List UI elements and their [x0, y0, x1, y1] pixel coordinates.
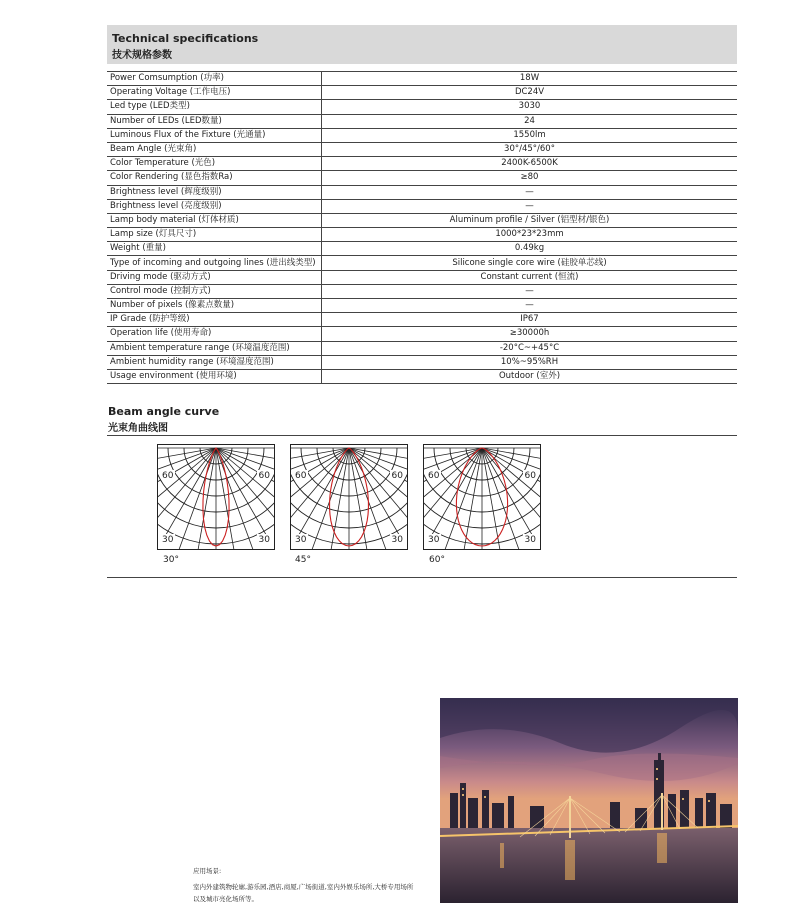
angle-label: 60: [524, 471, 536, 481]
spec-value: 24: [322, 114, 738, 128]
angle-label: 60: [162, 471, 174, 481]
spec-value: 1000*23*23mm: [322, 228, 738, 242]
spec-row: [107, 128, 737, 142]
beam-section-divider-top: [107, 435, 737, 436]
spec-label: Brightness level (亮度级别): [107, 199, 322, 213]
application-description: [193, 881, 433, 905]
spec-title-en: Technical specifications: [112, 32, 259, 45]
angle-label: 30: [295, 535, 307, 545]
spec-label: Type of incoming and outgoing lines (进出线类型): [107, 256, 322, 270]
angle-label: 60: [391, 471, 403, 481]
spec-row: [107, 341, 737, 355]
spec-label: Power Comsumption (功率): [107, 72, 322, 86]
spec-value: —: [322, 185, 738, 199]
spec-value: ≥30000h: [322, 327, 738, 341]
beam-caption-30: 30°: [163, 555, 179, 565]
spec-label: Operating Voltage (工作电压): [107, 86, 322, 100]
spec-value: 2400K-6500K: [322, 157, 738, 171]
spec-row: [107, 185, 737, 199]
beam-title-cn: 光束角曲线图: [108, 423, 168, 434]
spec-value: DC24V: [322, 86, 738, 100]
spec-value: 1550lm: [322, 128, 738, 142]
beam-title-en: Beam angle curve: [108, 405, 220, 418]
application-heading: 应用场景:: [193, 867, 222, 875]
angle-label: 60: [428, 471, 440, 481]
spec-label: Number of pixels (像素点数量): [107, 299, 322, 313]
application-line-2: 以及城市亮化场所等。: [193, 895, 258, 903]
spec-label: IP Grade (防护等级): [107, 313, 322, 327]
angle-label: 30: [391, 535, 403, 545]
spec-table: [107, 71, 737, 384]
angle-label: 60: [258, 471, 270, 481]
spec-value: —: [322, 284, 738, 298]
beam-diagram-45: [290, 444, 408, 550]
spec-label: Color Rendering (显色指数Ra): [107, 171, 322, 185]
spec-value: —: [322, 299, 738, 313]
spec-value: Aluminum profile / Silver (铝型材/银色): [322, 213, 738, 227]
spec-label: Usage environment (使用环境): [107, 369, 322, 383]
spec-row: [107, 284, 737, 298]
spec-label: Lamp size (灯具尺寸): [107, 228, 322, 242]
spec-title-cn: 技术规格参数: [112, 50, 172, 61]
spec-label: Beam Angle (光束角): [107, 142, 322, 156]
spec-label: Control mode (控制方式): [107, 284, 322, 298]
spec-header-bar: [107, 25, 737, 64]
spec-value: Outdoor (室外): [322, 369, 738, 383]
spec-row: [107, 72, 737, 86]
spec-row: [107, 86, 737, 100]
spec-value: 10%~95%RH: [322, 355, 738, 369]
angle-label: 30: [258, 535, 270, 545]
spec-value: 0.49kg: [322, 242, 738, 256]
spec-row: [107, 355, 737, 369]
spec-label: Number of LEDs (LED数量): [107, 114, 322, 128]
angle-label: 30: [524, 535, 536, 545]
spec-row: [107, 270, 737, 284]
spec-label: Lamp body material (灯体材质): [107, 213, 322, 227]
angle-label: 30: [428, 535, 440, 545]
spec-row: [107, 299, 737, 313]
beam-diagram-60: [423, 444, 541, 550]
spec-value: 3030: [322, 100, 738, 114]
angle-label: 60: [295, 471, 307, 481]
spec-row: [107, 242, 737, 256]
angle-label: 30: [162, 535, 174, 545]
spec-label: Luminous Flux of the Fixture (光通量): [107, 128, 322, 142]
beam-caption-45: 45°: [295, 555, 311, 565]
beam-section-divider-bottom: [107, 577, 737, 578]
spec-label: Weight (重量): [107, 242, 322, 256]
spec-row: [107, 213, 737, 227]
spec-row: [107, 114, 737, 128]
application-line-1: 室内外建筑物轮廓,游乐园,酒店,商厦,广场街道,室内外娱乐场所,大桥专用场所: [193, 883, 414, 891]
spec-row: [107, 199, 737, 213]
spec-value: 18W: [322, 72, 738, 86]
spec-value: ≥80: [322, 171, 738, 185]
spec-row: [107, 142, 737, 156]
spec-row: [107, 327, 737, 341]
beam-diagram-30: [157, 444, 275, 550]
spec-value: 30°/45°/60°: [322, 142, 738, 156]
spec-label: Brightness level (辉度级别): [107, 185, 322, 199]
spec-row: [107, 100, 737, 114]
spec-value: Constant current (恒流): [322, 270, 738, 284]
spec-label: Operation life (使用寿命): [107, 327, 322, 341]
spec-row: [107, 256, 737, 270]
spec-value: -20°C~+45°C: [322, 341, 738, 355]
spec-label: Ambient humidity range (环境湿度范围): [107, 355, 322, 369]
spec-label: Led type (LED类型): [107, 100, 322, 114]
spec-row: [107, 369, 737, 383]
spec-label: Driving mode (驱动方式): [107, 270, 322, 284]
spec-row: [107, 228, 737, 242]
spec-label: Color Temperature (光色): [107, 157, 322, 171]
spec-label: Ambient temperature range (环境温度范围): [107, 341, 322, 355]
beam-caption-60: 60°: [429, 555, 445, 565]
spec-row: [107, 171, 737, 185]
city-bridge-night-photo: [440, 698, 738, 903]
spec-row: [107, 313, 737, 327]
spec-value: —: [322, 199, 738, 213]
spec-value: Silicone single core wire (硅胶单芯线): [322, 256, 738, 270]
spec-row: [107, 157, 737, 171]
spec-value: IP67: [322, 313, 738, 327]
